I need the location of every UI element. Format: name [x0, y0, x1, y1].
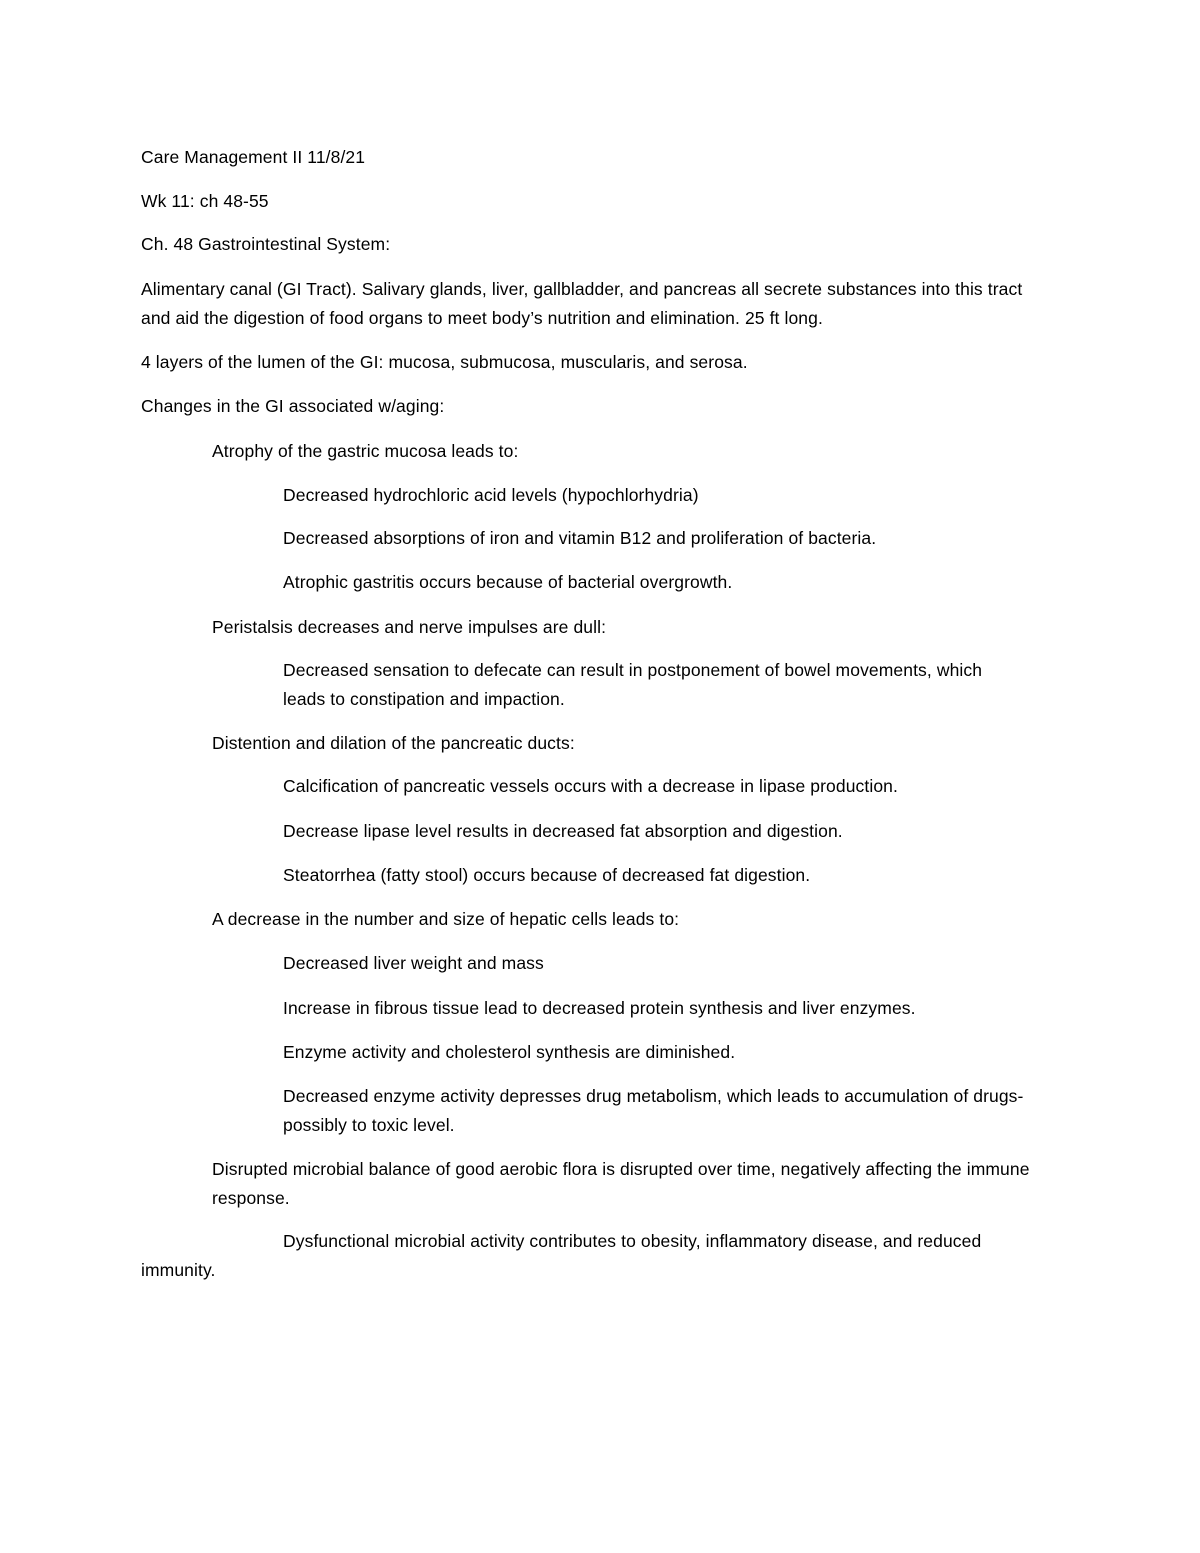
list-item: Atrophic gastritis occurs because of bacterial overgrowth. [283, 572, 733, 592]
section-heading: A decrease in the number and size of hepatic cells leads to: [212, 909, 680, 929]
microbial-paragraph: Disrupted microbial balance of good aerobic flora is disrupted over time, negatively affecting the immune response. [212, 1159, 1030, 1208]
list-item: Decreased sensation to defecate can result in postponement of bowel movements, which leads to constipation and impaction. [283, 660, 983, 709]
alimentary-paragraph: Alimentary canal (GI Tract). Salivary glands, liver, gallbladder, and pancreas all secrete substances into this tract and aid the digestion of food organs to meet body’s nutrition and elimination. 25 ft long. [141, 279, 1023, 328]
list-item: Enzyme activity and cholesterol synthesis are diminished. [283, 1042, 736, 1062]
changes-heading: Changes in the GI associated w/aging: [141, 396, 445, 416]
list-item: Decreased liver weight and mass [283, 953, 544, 973]
section-heading: Distention and dilation of the pancreatic ducts: [212, 733, 575, 753]
microbial-detail: Dysfunctional microbial activity contributes to obesity, inflammatory disease, and reduced immunity. [141, 1231, 982, 1280]
chapter-heading: Ch. 48 Gastrointestinal System: [141, 234, 391, 254]
week-line: Wk 11: ch 48-55 [141, 191, 269, 211]
list-item: Decrease lipase level results in decreased fat absorption and digestion. [283, 821, 843, 841]
section-heading: Peristalsis decreases and nerve impulses are dull: [212, 617, 607, 637]
list-item: Decreased absorptions of iron and vitamin B12 and proliferation of bacteria. [283, 528, 877, 548]
list-item: Calcification of pancreatic vessels occurs with a decrease in lipase production. [283, 776, 898, 796]
list-item: Decreased hydrochloric acid levels (hypochlorhydria) [283, 485, 699, 505]
list-item: Increase in fibrous tissue lead to decreased protein synthesis and liver enzymes. [283, 998, 916, 1018]
list-item: Steatorrhea (fatty stool) occurs because of decreased fat digestion. [283, 865, 811, 885]
list-item: Decreased enzyme activity depresses drug metabolism, which leads to accumulation of drugs-possibly to toxic level. [283, 1086, 1024, 1135]
layers-line: 4 layers of the lumen of the GI: mucosa, submucosa, muscularis, and serosa. [141, 352, 748, 372]
document-title: Care Management II 11/8/21 [141, 147, 366, 167]
section-heading: Atrophy of the gastric mucosa leads to: [212, 441, 519, 461]
